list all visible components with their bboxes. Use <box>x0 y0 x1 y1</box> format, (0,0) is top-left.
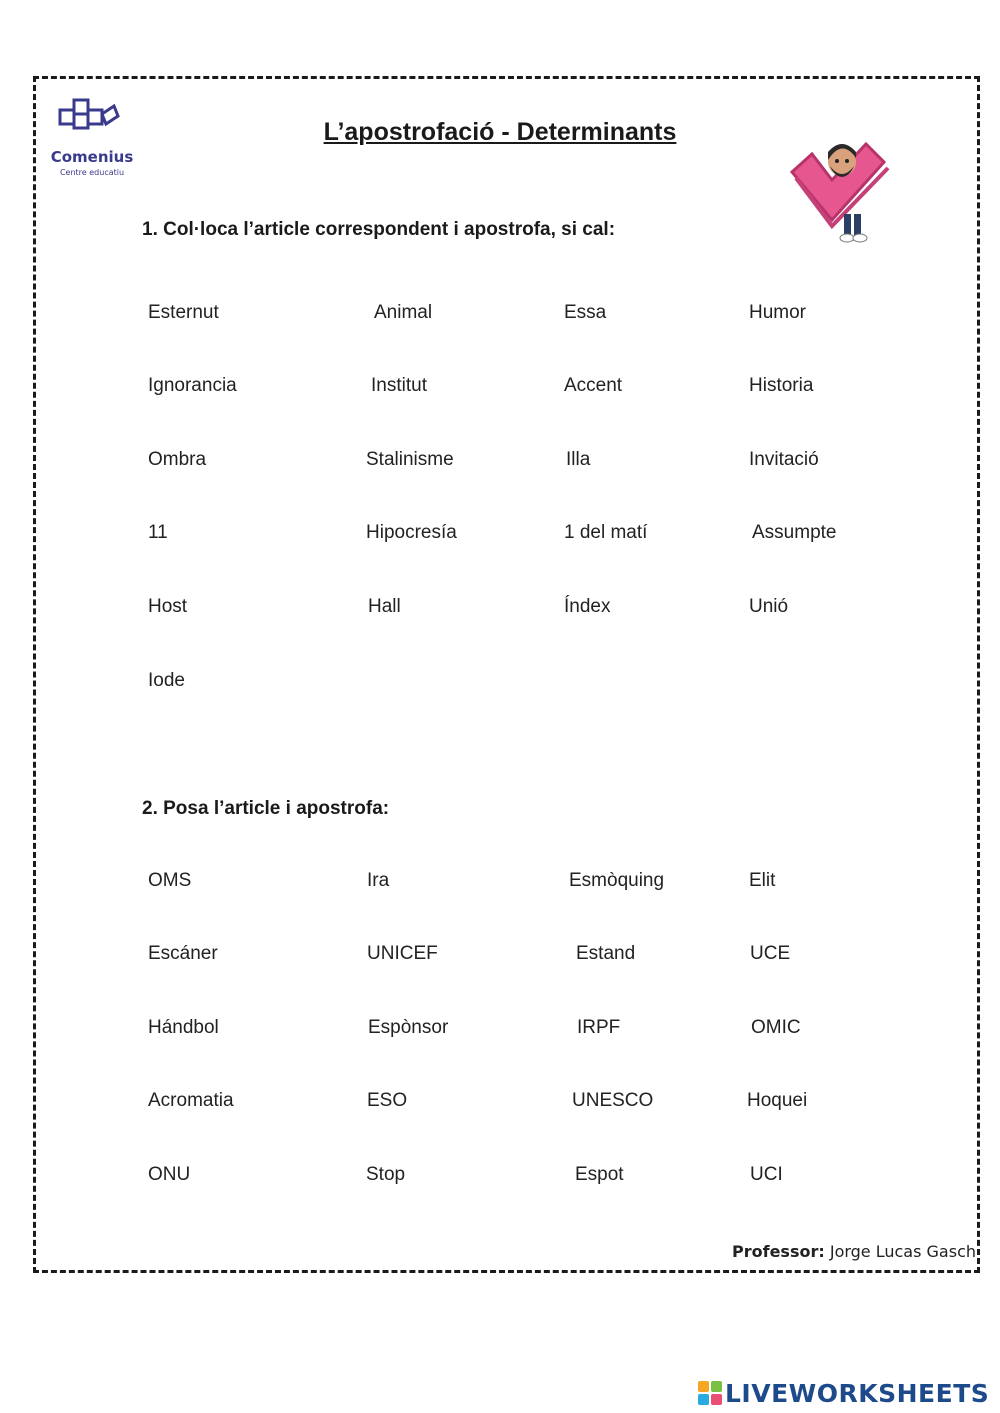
word-item: Animal <box>374 302 433 323</box>
word-item: Espot <box>575 1164 624 1185</box>
word-item: Stop <box>366 1164 406 1185</box>
word-item: Esternut <box>148 302 219 323</box>
teacher-name: Jorge Lucas Gasch <box>829 1242 977 1261</box>
word-item: 11 <box>148 522 168 543</box>
word-item: UNESCO <box>572 1090 654 1111</box>
word-item: UCI <box>750 1164 783 1185</box>
brand-text: LIVEWORKSHEETS <box>725 1378 990 1408</box>
word-item: Institut <box>371 375 427 396</box>
word-item: Unió <box>749 596 789 617</box>
word-item: Accent <box>564 375 623 396</box>
word-item: 1 del matí <box>564 522 648 543</box>
question-1-heading: 1. Col·loca l’article correspondent i apostrofa, si cal: <box>142 219 616 240</box>
word-item: OMIC <box>751 1017 801 1038</box>
logo-name: Comenius <box>50 148 134 166</box>
word-item: Elit <box>749 870 776 891</box>
word-item: Ombra <box>148 449 207 470</box>
page-title: L’apostrofació - Determinants <box>323 118 677 146</box>
teacher-credit <box>732 1242 976 1261</box>
word-item: Stalinisme <box>366 449 454 470</box>
word-item: UNICEF <box>367 943 438 964</box>
word-item: Invitació <box>749 449 819 470</box>
word-item: Escáner <box>148 943 218 964</box>
word-item: Hándbol <box>148 1017 219 1038</box>
liveworksheets-logo-icon <box>698 1381 722 1405</box>
word-item: Assumpte <box>752 522 837 543</box>
word-item: Essa <box>564 302 607 323</box>
word-item: Ira <box>367 870 390 891</box>
word-item: ONU <box>148 1164 191 1185</box>
word-item: Acromatia <box>148 1090 234 1111</box>
word-item: IRPF <box>577 1017 621 1038</box>
word-item: Esmòquing <box>569 870 665 891</box>
word-item: Hall <box>368 596 401 617</box>
word-item: Estand <box>576 943 636 964</box>
word-item: Índex <box>564 596 611 617</box>
word-item: OMS <box>148 870 192 891</box>
avatar-checkmark-icon <box>784 132 892 246</box>
word-item: Host <box>148 596 188 617</box>
question-2-heading: 2. Posa l’article i apostrofa: <box>142 798 390 819</box>
word-item: Hoquei <box>747 1090 808 1111</box>
logo-subtitle: Centre educatiu <box>59 168 125 177</box>
liveworksheets-brand[interactable] <box>698 1378 989 1408</box>
word-item: Illa <box>566 449 591 470</box>
word-item: Hipocresía <box>366 522 457 543</box>
word-item: Ignorancia <box>148 375 237 396</box>
word-item: Humor <box>749 302 807 323</box>
word-item: Espònsor <box>368 1017 449 1038</box>
word-item: Historia <box>749 375 814 396</box>
word-item: ESO <box>367 1090 408 1111</box>
word-item: UCE <box>750 943 791 964</box>
word-item: Iode <box>148 670 185 691</box>
teacher-label: Professor: <box>732 1242 825 1261</box>
